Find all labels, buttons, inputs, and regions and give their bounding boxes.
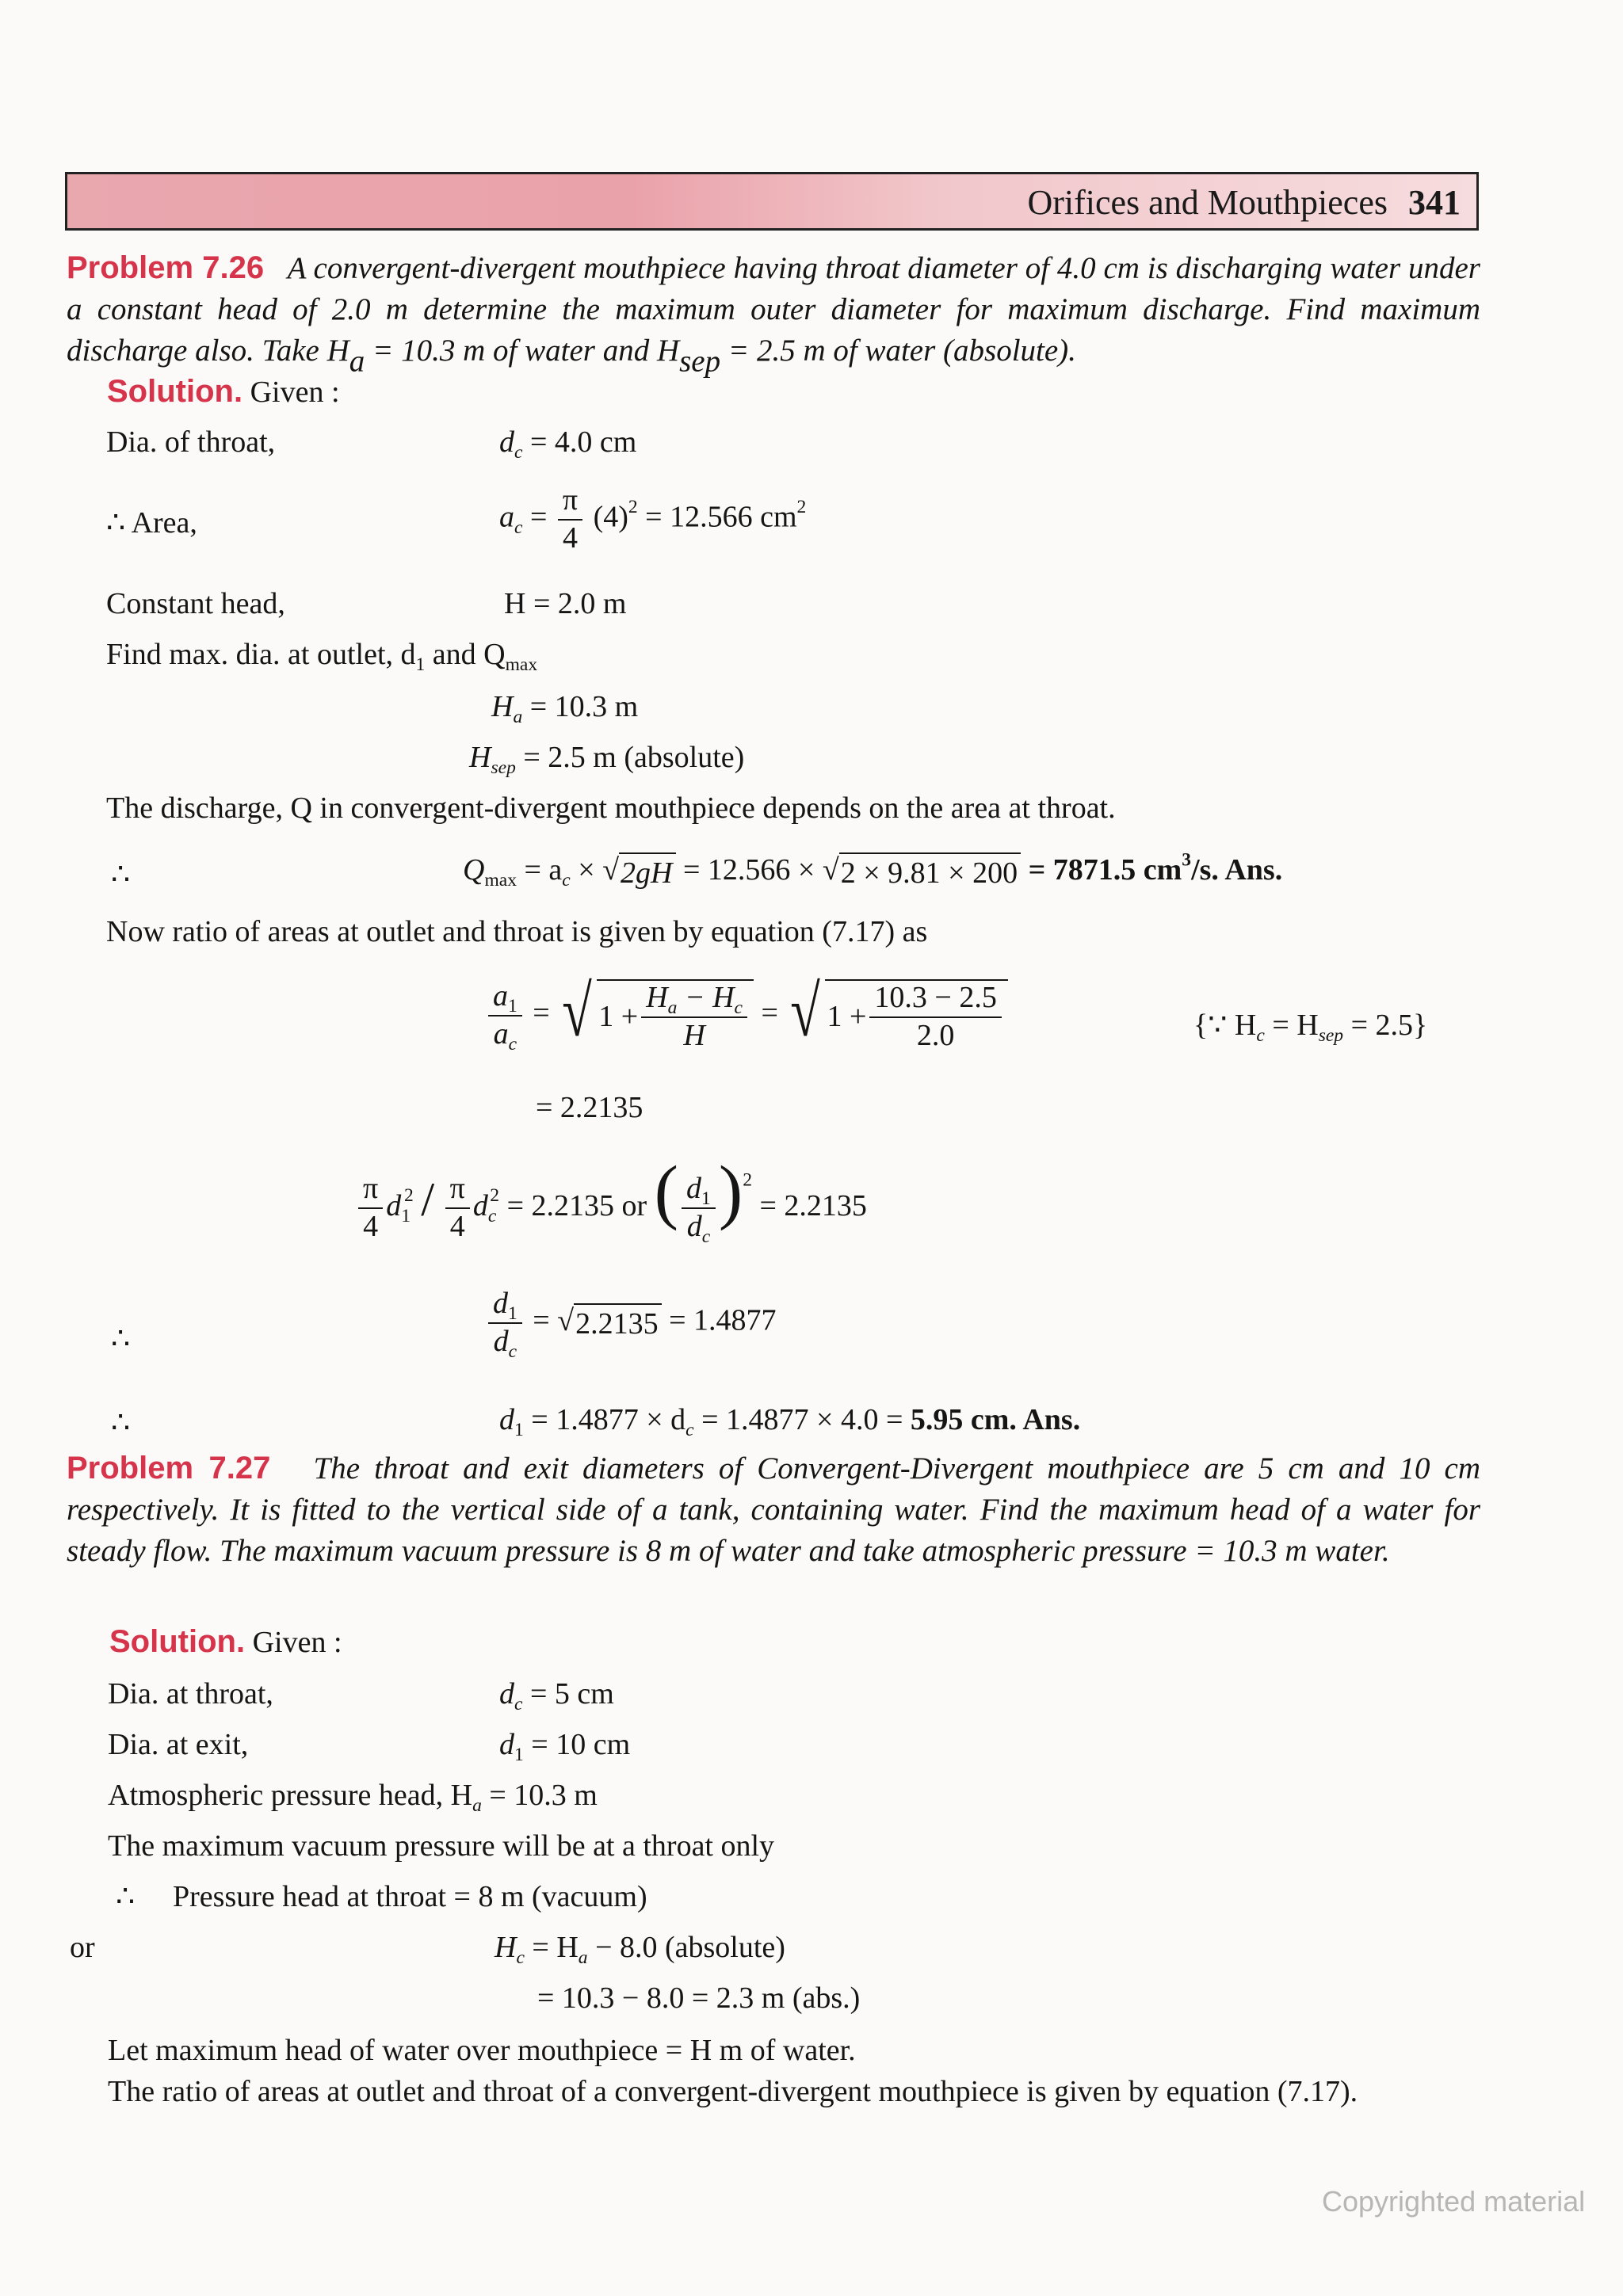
label-atm-727: Atmospheric pressure head, $H_a = 10.3$ m (108, 1779, 598, 1817)
pi-over-4: $\frac{\pi}{4}$ (358, 1173, 383, 1243)
or-label: or (70, 1931, 95, 1964)
ratio-statement-727: The ratio of areas at outlet and throat of a convergent-divergent mouthpiece is given by equation (7.17). (108, 2075, 1358, 2108)
a-sym: a (493, 1016, 509, 1051)
d1-text: = 1.4877 × 4.0 = (693, 1403, 911, 1436)
value-throat-text: = 4.0 cm (529, 425, 637, 459)
discharge-statement: The discharge, Q in convergent-divergent mouthpiece depends on the area at throat. (106, 791, 1116, 825)
label-exit-727: Dia. at exit, (108, 1728, 249, 1761)
exit-text: = 10 cm (531, 1728, 631, 1761)
solution-726-heading (107, 372, 340, 411)
hc-note: {∵ $H_c = H_{sep} = 2.5$} (1193, 1009, 1428, 1047)
hc-text: − 8.0 (absolute) (587, 1931, 785, 1964)
rad-content: 2.2135 (574, 1303, 662, 1343)
q-eq-times: × (570, 853, 603, 887)
d-eq-text: = 2.2135 or (506, 1189, 647, 1222)
q-eq-1: = a (524, 853, 563, 887)
area-result: = 12.566 cm (637, 500, 797, 534)
area-ratio-equation: $\frac{a_1}{a_c}$ = √ 1 + $\frac{H_a - H_c}{H}$ = √ 1 + $\frac{10.3 - 2.5}{2.0}$ (485, 979, 1008, 1052)
therefore-symbol: ∴ (111, 858, 131, 891)
area-term: (4) (593, 500, 628, 534)
ha-text: = 10.3 m (529, 690, 639, 723)
problem-726-text-tail: Take H (254, 334, 349, 368)
let-statement: Let maximum head of water over mouthpiece = H m of water. (108, 2034, 856, 2067)
hc-result: = 10.3 − 8.0 = 2.3 m (abs.) (537, 1981, 861, 2015)
sqrt-numeric-ratio: √ 1 + $\frac{10.3 - 2.5}{2.0}$ (785, 979, 1007, 1052)
label-head: Constant head, (106, 587, 285, 620)
note-text: = 2.5} (1343, 1009, 1428, 1042)
sub-sep: sep (679, 344, 721, 379)
q-answer-unit: /s. Ans. (1191, 853, 1283, 887)
running-header (65, 172, 1479, 231)
q-answer: = 7871.5 cm (1021, 853, 1182, 887)
solution-label: Solution. (109, 1624, 246, 1659)
find-text-and: and Q (425, 638, 506, 671)
qmax-equation: $Q_{max} = a_c$ × √ 2gH = 12.566 × √ 2 × 9.81 × 200 = 7871.5 $cm^3/s$. Ans. (463, 849, 1283, 891)
vacuum-statement: The maximum vacuum pressure will be at a throat only (108, 1829, 775, 1863)
label-area: ∴ Area, (106, 506, 197, 540)
exp: 2 (628, 496, 638, 517)
problem-726-text-tail: = 10.3 m of water and H (365, 334, 680, 368)
pi-over-4: $\frac{\pi}{4}$ (445, 1173, 470, 1243)
ha-hc-over-h: $\frac{H_a - H_c}{H}$ (641, 982, 747, 1052)
therefore-symbol: ∴ (111, 1406, 131, 1440)
d-eq-result: = 2.2135 (759, 1189, 867, 1222)
h-sym: H (646, 981, 668, 1014)
atm-text: Atmospheric pressure head, H (108, 1779, 473, 1812)
exp: 2 (796, 496, 807, 517)
atm-value: = 10.3 m (481, 1779, 598, 1812)
frac-num: 10.3 − 2.5 (869, 982, 1001, 1018)
hc-equation: $H_c = H_a - 8.0$ (absolute) (495, 1931, 785, 1969)
sub-max: max (505, 654, 538, 676)
sqrt-numeric: √ 2 × 9.81 × 200 (823, 852, 1021, 892)
hsep-text: = 2.5 m (absolute) (523, 741, 745, 774)
d1-over-dc: $\frac{d_1}{d_c}$ (488, 1288, 522, 1358)
label-throat: Dia. of throat, (106, 425, 276, 459)
label-find: Find max. dia. at outlet, $d_1$ and $Q_{max}$ (106, 638, 538, 676)
d1-text: = 1.4877 × d (531, 1403, 686, 1436)
numeric-fraction (869, 982, 1001, 1052)
therefore-symbol: ∴ (111, 1322, 131, 1356)
given-label: Given : (242, 376, 340, 409)
label-throat-727: Dia. at throat, (108, 1677, 273, 1711)
q-eq-2: = 12.566 × (675, 853, 823, 887)
value-throat: $d_c = 4.0$ cm (499, 425, 637, 463)
problem-727-text: The throat and exit diameters of Convergent-Divergent mouthpiece are 5 cm and 10 cm respectively. It is fitted to the vertical side of a tank, containing water. Find the maximum head of a water for steady flow. The maximum vacuum pressure is 8 m of water and take atmospheric pressure = 10.3 m water. (67, 1451, 1480, 1568)
d1-equation: $d_1 = 1.4877 \times d_c = 1.4877 \times 4.0 = 5.95$ cm. Ans. (499, 1403, 1081, 1441)
q-symbol: Q (463, 853, 485, 887)
ratio-result: = 2.2135 (536, 1091, 643, 1124)
page-number: 341 (1408, 183, 1461, 222)
d-ratio-sqrt-equation: $\frac{d_1}{d_c}$ = √ 2.2135 = 1.4877 (485, 1288, 777, 1358)
value-hsep: $H_{sep} = 2.5$ m (absolute) (469, 741, 745, 779)
frac-den: 2.0 (916, 1018, 955, 1052)
problem-726-statement (67, 247, 1480, 379)
pi-over-4 (558, 485, 582, 555)
ratio-statement: Now ratio of areas at outlet and throat is given by equation (7.17) as (106, 915, 928, 948)
note-text: {∵ H (1193, 1009, 1257, 1042)
rad-content: 2 × 9.81 × 200 (839, 852, 1021, 892)
solution-727-heading (109, 1623, 342, 1661)
diameter-ratio-equation: $\frac{\pi}{4}$ $d_1^2$ / $\frac{\pi}{4}$ $d_c^2 = 2.2135$ or ( $\frac{d_1}{d_c}$ )$^2$ = 2.2135 (355, 1155, 867, 1243)
pressure-head-statement: Pressure head at throat = 8 m (vacuum) (173, 1880, 647, 1913)
value-area: $a_c$ = $\frac{\pi}{4}$ $(4)^2 = 12.566$ $cm^2$ (499, 483, 807, 555)
sub-a: a (349, 344, 365, 379)
h-sym: H (683, 1018, 705, 1052)
problem-727-statement (67, 1447, 1480, 1572)
value-ha: $H_a = 10.3$ m (491, 690, 639, 728)
problem-726-label: Problem 7.26 (67, 250, 265, 285)
find-text: Find max. dia. at outlet, d (106, 638, 416, 671)
d1-over-dc: $\frac{d_1}{d_c}$ (682, 1173, 716, 1243)
hc-text: = H (524, 1931, 579, 1964)
d1-answer: 5.95 cm. Ans. (910, 1403, 1081, 1436)
throat-text: = 5 cm (529, 1677, 614, 1711)
problem-726-text-tail: = 2.5 m of water (absolute). (720, 334, 1076, 368)
header-text (1027, 182, 1461, 223)
problem-726-text: A convergent-divergent mouthpiece having throat diameter of 4.0 cm is discharging water under a constant head of 2.0 m determine the maximum outer diameter for maximum discharge. Find maximum discharge also. (67, 251, 1480, 368)
rad-content: 2gH (619, 852, 675, 892)
h-sym: − H (677, 981, 735, 1014)
given-label: Given : (245, 1626, 342, 1659)
a1-over-ac: $\frac{a_1}{a_c}$ (488, 981, 522, 1051)
sqrt-2-2135: √ 2.2135 (557, 1303, 661, 1343)
solution-label: Solution. (107, 374, 243, 409)
d-ratio-result: = 1.4877 (661, 1303, 777, 1337)
value-throat-727: $d_c = 5$ cm (499, 1677, 614, 1715)
header-title: Orifices and Mouthpieces (1027, 183, 1388, 222)
therefore-symbol: ∴ (116, 1880, 136, 1913)
problem-727-label: Problem 7.27 (67, 1451, 271, 1486)
copyright-watermark: Copyrighted material (1322, 2185, 1586, 2218)
eq-sign: = (529, 500, 548, 534)
value-head: H = 2.0 m (504, 587, 627, 620)
value-exit-727: $d_1 = 10$ cm (499, 1728, 631, 1766)
frac-num: π (558, 485, 582, 521)
a-sym: a (493, 979, 508, 1013)
sqrt-symbolic: √ 1 + $\frac{H_a - H_c}{H}$ (557, 979, 754, 1052)
sqrt-2gh: √ 2gH (602, 852, 675, 892)
frac-den: 4 (562, 521, 578, 555)
note-text: = H (1264, 1009, 1319, 1042)
